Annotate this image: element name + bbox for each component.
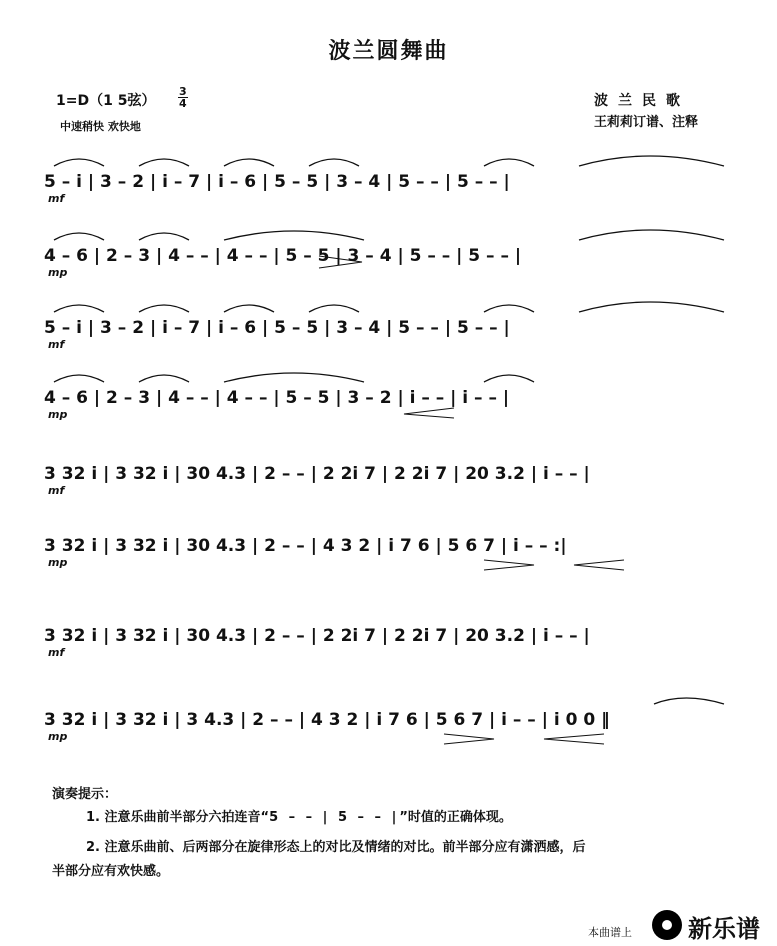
dynamic-mark: mp: [48, 730, 68, 743]
score-row-7: [44, 600, 734, 682]
notation-line: 5 – i | 3 – 2 | i – 7 | i – 6 | 5 – 5 | 3 – 4 | 5 – – | 5 – – |: [44, 318, 510, 338]
dynamic-mark: mf: [48, 484, 65, 497]
hint-1-suffix: ”时值的正确体现。: [399, 810, 512, 825]
footer-label: 本曲谱上: [588, 926, 632, 939]
dynamic-mark: mf: [48, 192, 65, 205]
origin-label: 波兰民歌: [594, 93, 690, 109]
score-row-5: [44, 438, 734, 520]
score-row-2: [44, 220, 734, 302]
brand-logo-text: 新乐谱: [688, 915, 760, 943]
key-signature: 1=D（1 5弦）: [56, 93, 156, 109]
time-signature: [178, 86, 188, 109]
notation-line: 4 – 6 | 2 – 3 | 4 – – | 4 – – | 5 – 5 | 3 – 4 | 5 – – | 5 – – |: [44, 246, 522, 266]
score-row-8: [44, 684, 734, 766]
dynamic-mark: mf: [48, 338, 65, 351]
notation-line: 3 32 i | 3 32 i | 30 4.3 | 2 – – | 2 2i 7 | 2 2i 7 | 20 3.2 | i – – |: [44, 626, 590, 646]
score-title: 波兰圆舞曲: [328, 39, 449, 64]
notation-line: 3 32 i | 3 32 i | 30 4.3 | 2 – – | 4 3 2 | i 7 6 | 5 6 7 | i – – :|: [44, 536, 567, 556]
score-row-4: [44, 362, 734, 444]
meter-bottom: 4: [179, 97, 187, 110]
hint-1-example: 5 – – | 5 – – |: [269, 810, 400, 825]
dynamic-mark: mp: [48, 556, 68, 569]
notation-line: 5 – i | 3 – 2 | i – 7 | i – 6 | 5 – 5 | 3 – 4 | 5 – – | 5 – – |: [44, 172, 510, 192]
meter-top: 3: [179, 85, 187, 98]
hint-1-prefix: 1. 注意乐曲前半部分六拍连音“: [86, 810, 270, 825]
score-row-1: [44, 146, 734, 228]
vinyl-disc-icon: [652, 910, 682, 940]
arranger-label: 王莉莉订谱、注释: [594, 115, 699, 130]
hint-item-1: [86, 806, 512, 825]
dynamic-mark: mp: [48, 266, 68, 279]
notation-line: 3 32 i | 3 32 i | 3 4.3 | 2 – – | 4 3 2 | i 7 6 | 5 6 7 | i – – | i 0 0 ‖: [44, 710, 610, 730]
hints-title: 演奏提示：: [52, 787, 118, 802]
score-row-6: [44, 510, 734, 592]
dynamic-mark: mp: [48, 408, 68, 421]
hint-item-2-line-1: 2. 注意乐曲前、后两部分在旋律形态上的对比及情绪的对比。前半部分应有潇洒感，后: [86, 840, 586, 855]
hint-item-2-line-2: 半部分应有欢快感。: [52, 864, 170, 879]
notation-line: 4 – 6 | 2 – 3 | 4 – – | 4 – – | 5 – 5 | 3 – 2 | i – – | i – – |: [44, 388, 510, 408]
dynamic-mark: mf: [48, 646, 65, 659]
tempo-marking: 中速稍快 欢快地: [60, 120, 141, 133]
notation-line: 3 32 i | 3 32 i | 30 4.3 | 2 – – | 2 2i 7 | 2 2i 7 | 20 3.2 | i – – |: [44, 464, 590, 484]
